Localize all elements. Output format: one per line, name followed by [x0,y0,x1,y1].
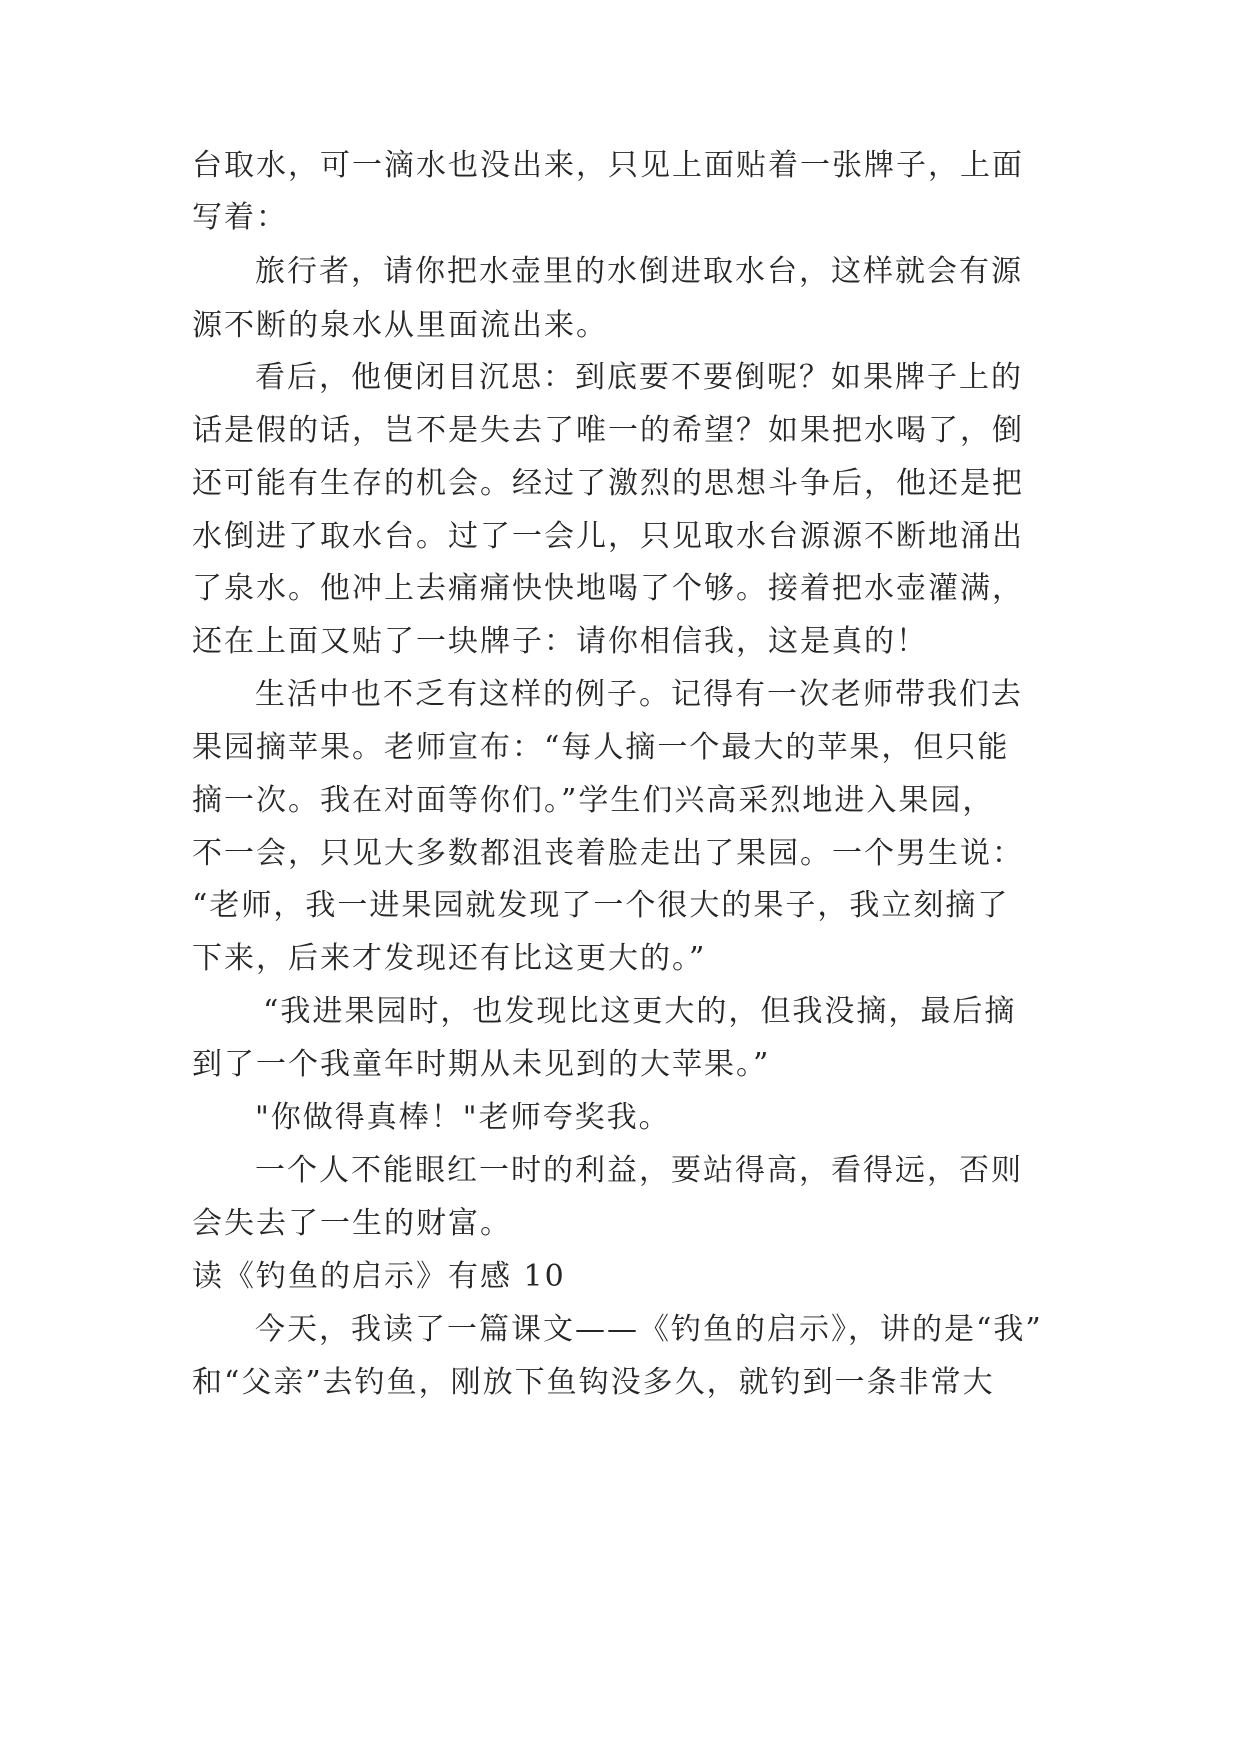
text-line: 写着： [192,200,288,235]
text-line: 还在上面又贴了一块牌子：请你相信我，这是真的！ [192,624,928,659]
text-line: 台取水，可一滴水也没出来，只见上面贴着一张牌子，上面 [192,148,1024,183]
section-heading: 读《钓鱼的启示》有感 10 [192,1259,566,1294]
text-line: 到了一个我童年时期从未见到的大苹果。” [192,1047,771,1082]
text-line: 旅行者，请你把水壶里的水倒进取水台，这样就会有源 [255,254,1023,289]
text-line: 水倒进了取水台。过了一会儿，只见取水台源源不断地涌出 [192,519,1024,554]
text-line: 今天，我读了一篇课文——《钓鱼的启示》，讲的是“我” [255,1312,1043,1347]
text-line: 一个人不能眼红一时的利益，要站得高，看得远，否则 [255,1153,1023,1188]
text-line: 不一会，只见大多数都沮丧着脸走出了果园。一个男生说： [192,836,1024,871]
text-line: 摘一次。我在对面等你们。”学生们兴高采烈地进入果园， [192,783,995,818]
text-line: 还可能有生存的机会。经过了激烈的思想斗争后，他还是把 [192,466,1024,501]
text-line: 会失去了一生的财富。 [192,1206,512,1241]
text-line: 话是假的话，岂不是失去了唯一的希望？如果把水喝了，倒 [192,413,1024,448]
text-line: 了泉水。他冲上去痛痛快快地喝了个够。接着把水壶灌满， [192,571,1024,606]
text-line: 下来，后来才发现还有比这更大的。” [192,941,707,976]
text-line: 和“父亲”去钓鱼，刚放下鱼钩没多久，就钓到一条非常大 [192,1365,995,1400]
text-line: 看后，他便闭目沉思：到底要不要倒呢？如果牌子上的 [255,360,1023,395]
text-line: 源不断的泉水从里面流出来。 [192,308,608,343]
text-line: 生活中也不乏有这样的例子。记得有一次老师带我们去 [255,677,1023,712]
text-line: 果园摘苹果。老师宣布：“每人摘一个最大的苹果，但只能 [192,730,1010,765]
text-line: “老师，我一进果园就发现了一个很大的果子，我立刻摘了 [192,888,1010,923]
text-line: “我进果园时，也发现比这更大的，但我没摘，最后摘 [263,994,1017,1029]
text-line: "你做得真棒！"老师夸奖我。 [255,1100,671,1135]
